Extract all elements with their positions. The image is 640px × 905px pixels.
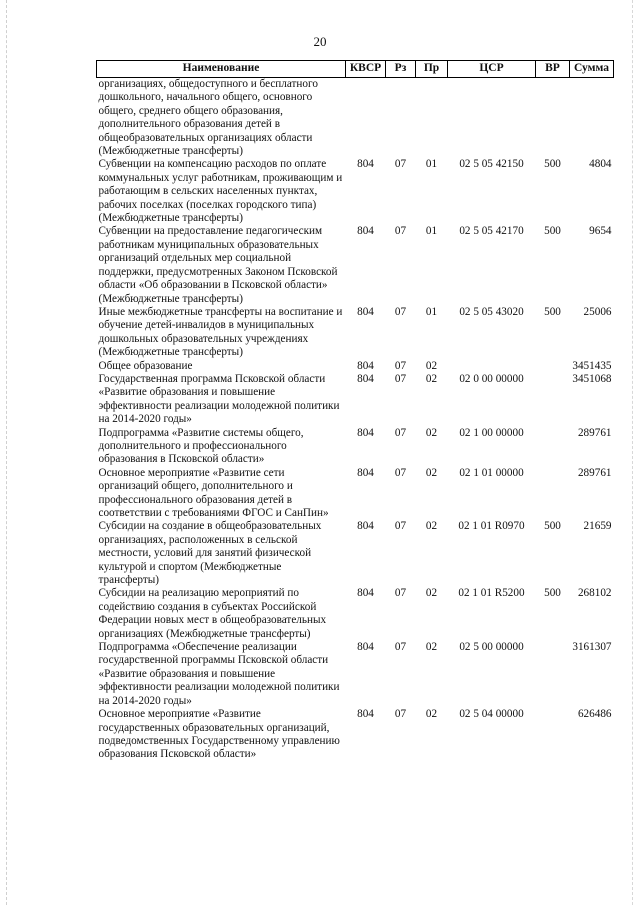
cell-sum: 3451435 [572,359,612,372]
cell-name: Общее образование [98,359,193,372]
table-row [97,360,614,373]
cell-name: организациях, общедоступного и бесплатного дошкольного, начального общего, основного общего, среднего общего образования, дополнительного образования детей в общеобразовательных организациях области (Межбюджетные трансферты) [98,78,318,158]
header-vr: ВР [536,61,570,78]
cell-pr: 02 [425,372,438,385]
cell-pr: 02 [425,587,438,600]
table-row [97,373,614,427]
cell-pr: 01 [425,305,438,318]
header-name: Наименование [97,61,346,78]
cell-csr: 02 5 05 43020 [459,305,524,318]
table-row [97,587,614,641]
table-header-row [97,61,614,78]
cell-sum: 626486 [577,708,612,721]
table-row [97,78,614,159]
cell-rz: 07 [394,372,407,385]
header-pr: Пр [416,61,448,78]
cell-sum: 268102 [577,587,612,600]
cell-rz: 07 [394,587,407,600]
cell-vr: 500 [544,225,561,238]
cell-csr: 02 1 01 00000 [459,466,524,479]
cell-vr [536,78,570,159]
cell-kvsr: 804 [357,158,374,171]
cell-sum: 3451068 [572,372,612,385]
table-row [97,641,614,708]
table-row [97,708,614,762]
cell-name: Подпрограмма «Обеспечение реализации государственной программы Псковской области «Развитие образования и повышение эффективности реализации молодежной политики на 2014-2020 годы» [98,641,340,707]
page-number: 20 [313,34,327,49]
cell-vr: 500 [544,158,561,171]
cell-kvsr: 804 [357,305,374,318]
cell-sum: 9654 [589,225,612,238]
cell-rz: 07 [394,708,407,721]
cell-csr [448,78,536,159]
cell-sum: 25006 [583,305,612,318]
cell-name: Основное мероприятие «Развитие сети организаций общего, дополнительного и профессионального образования детей в соответствии с требованиями ФГОС и СанПин» [98,466,329,519]
cell-sum [570,78,614,159]
header-rz: Рз [386,61,416,78]
table-row [97,427,614,467]
cell-vr [536,641,570,708]
cell-rz: 07 [394,305,407,318]
cell-rz: 07 [394,466,407,479]
cell-pr: 01 [425,225,438,238]
cell-csr: 02 5 04 00000 [459,708,524,721]
budget-table [96,60,614,762]
table-row [97,225,614,305]
cell-vr: 500 [544,587,561,600]
cell-pr: 01 [425,158,438,171]
header-csr: ЦСР [448,61,536,78]
cell-kvsr: 804 [357,359,374,372]
cell-vr: 500 [544,305,561,318]
cell-kvsr: 804 [357,466,374,479]
cell-kvsr: 804 [357,708,374,721]
cell-csr: 02 1 00 00000 [459,426,524,439]
cell-rz: 07 [394,641,407,654]
cell-kvsr: 804 [357,372,374,385]
header-sum: Сумма [570,61,614,78]
cell-sum: 3161307 [572,641,612,654]
cell-name: Подпрограмма «Развитие системы общего, дополнительного и профессионального образования в Псковской области» [98,426,304,466]
table-row [97,520,614,587]
cell-sum: 289761 [577,426,612,439]
cell-name: Субсидии на реализацию мероприятий по содействию создания в субъектах Российской Федерации новых мест в общеобразовательных организациях (Межбюджетные трансферты) [98,587,327,640]
cell-kvsr: 804 [357,225,374,238]
cell-csr: 02 5 00 00000 [459,641,524,654]
cell-name: Иные межбюджетные трансферты на воспитание и обучение детей-инвалидов в муниципальных дошкольных образовательных учреждениях (Межбюджетные трансферты) [98,305,343,359]
cell-kvsr: 804 [357,520,374,533]
cell-kvsr [346,78,386,159]
scan-edge-right [632,0,634,905]
cell-kvsr: 804 [357,587,374,600]
cell-csr: 02 0 00 00000 [459,372,524,385]
cell-rz: 07 [394,225,407,238]
cell-csr: 02 1 01 R5200 [458,587,525,600]
cell-pr: 02 [425,520,438,533]
cell-vr: 500 [544,520,561,533]
cell-kvsr: 804 [357,641,374,654]
scan-edge-left [6,0,8,905]
cell-name: Субсидии на создание в общеобразовательных организациях, расположенных в сельской местности, условий для занятий физической культурой и спортом (Межбюджетные трансферты) [98,520,322,587]
cell-rz: 07 [394,520,407,533]
cell-pr: 02 [425,708,438,721]
table-row [97,306,614,360]
cell-kvsr: 804 [357,426,374,439]
cell-pr [416,78,448,159]
table-row [97,467,614,521]
cell-pr: 02 [425,641,438,654]
cell-pr: 02 [425,359,438,372]
cell-name: Основное мероприятие «Развитие государственных образовательных организаций, подведомственных Государственному управлению образования Псковской области» [98,708,340,761]
cell-sum: 289761 [577,466,612,479]
cell-rz: 07 [394,426,407,439]
cell-name: Субвенции на компенсацию расходов по оплате коммунальных услуг работникам, проживающим и работающим в сельских населенных пунктах, рабочих поселках (поселках городского типа) (Межбюджетные трансферты) [98,158,343,225]
header-kvsr: КВСР [346,61,386,78]
table-row [97,158,614,225]
cell-vr [536,708,570,762]
cell-sum: 4804 [589,158,612,171]
cell-rz [386,78,416,159]
cell-vr [536,467,570,521]
cell-csr [448,360,536,373]
cell-vr [536,373,570,427]
cell-pr: 02 [425,426,438,439]
cell-name: Субвенции на предоставление педагогическим работникам муниципальных образовательных организаций отдельных мер социальной поддержки, предусмотренных Законом Псковской области «Об образовании в Псковской области» (Межбюджетные трансферты) [98,225,338,305]
cell-csr: 02 5 05 42170 [459,225,524,238]
cell-sum: 21659 [583,520,612,533]
cell-rz: 07 [394,158,407,171]
cell-pr: 02 [425,466,438,479]
cell-csr: 02 1 01 R0970 [458,520,525,533]
cell-vr [536,360,570,373]
cell-vr [536,427,570,467]
cell-name: Государственная программа Псковской области «Развитие образования и повышение эффективности реализации молодежной политики на 2014-2020 годы» [98,372,340,426]
cell-csr: 02 5 05 42150 [459,158,524,171]
cell-rz: 07 [394,359,407,372]
